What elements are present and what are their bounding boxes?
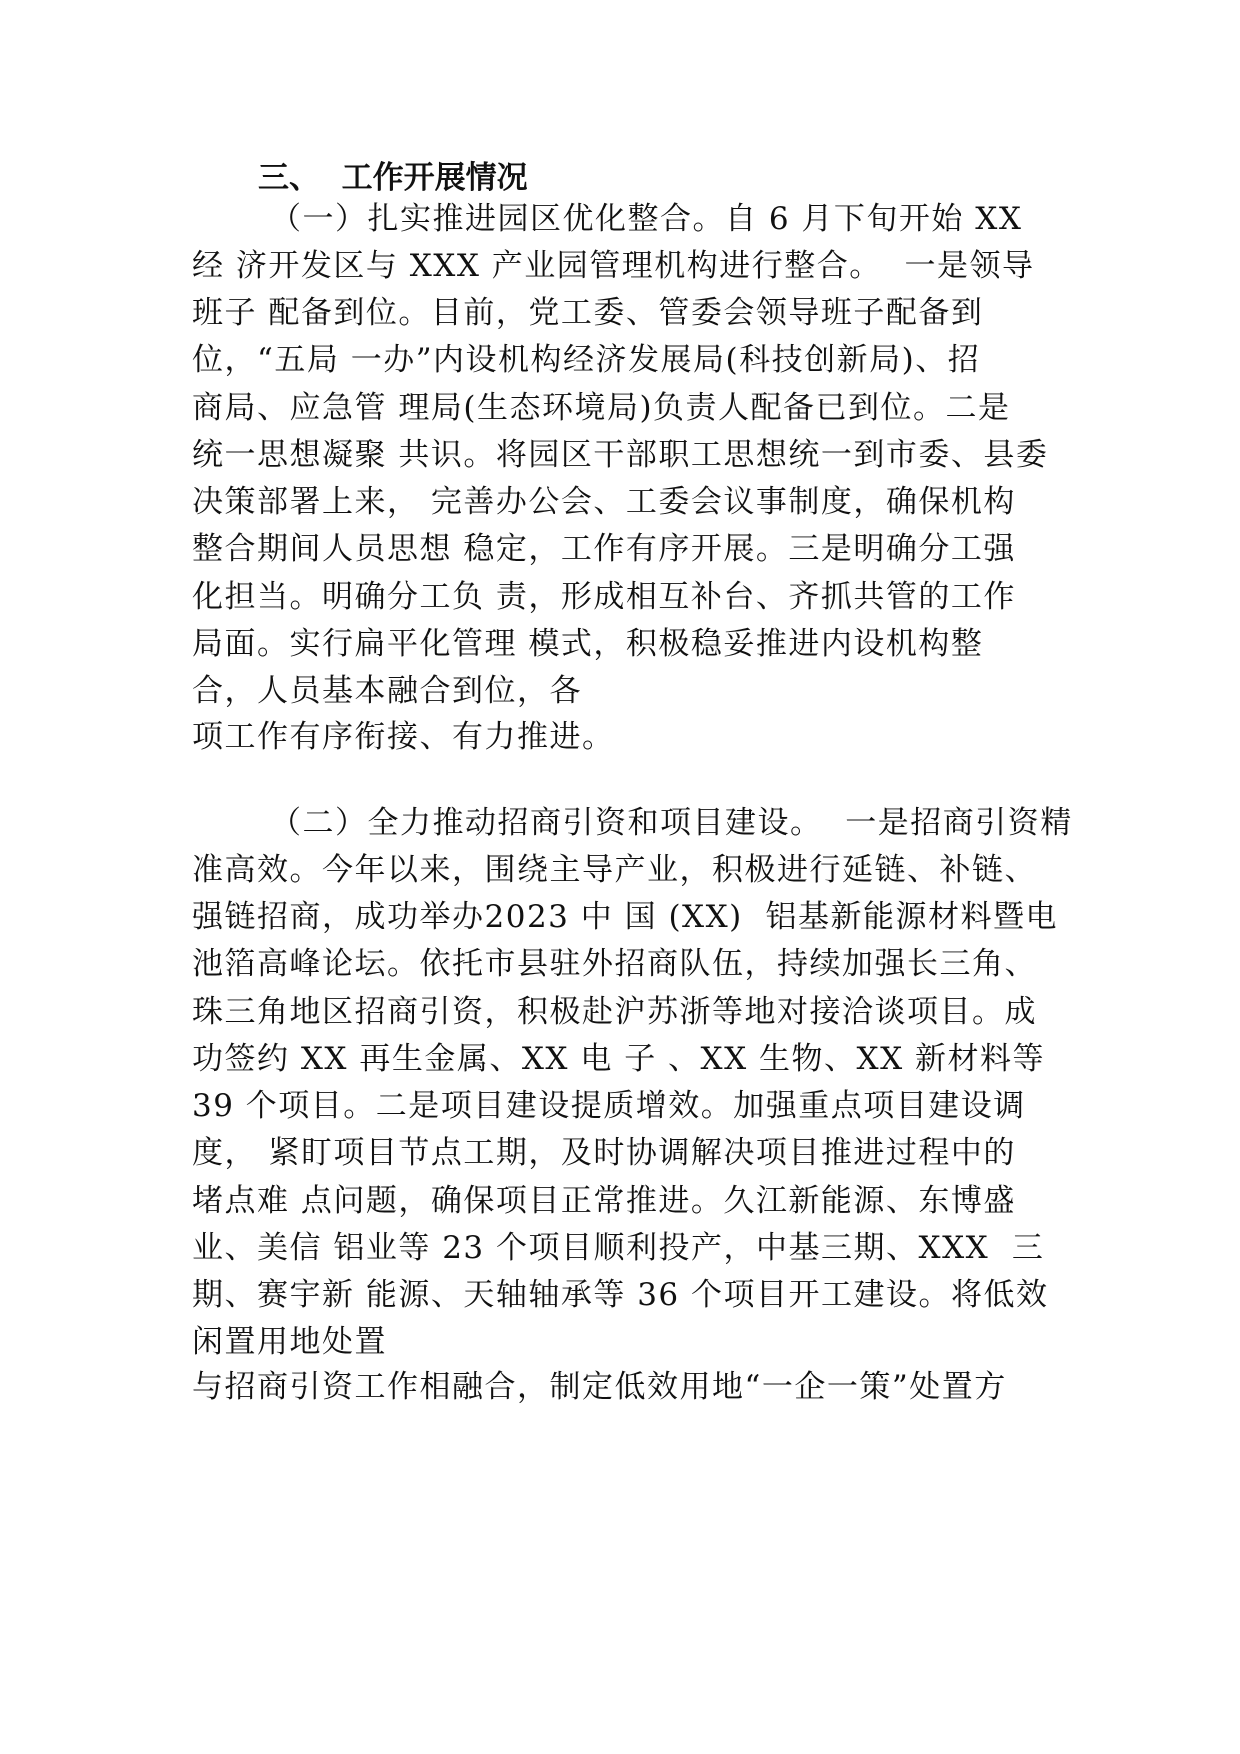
paragraph-1-line: （一）扎实推进园区优化整合。自 6 月下旬开始 XX — [270, 201, 1023, 237]
paragraph-1-line: 局面。实行扁平化管理 模式，积极稳妥推进内设机构整 — [192, 626, 984, 662]
paragraph-2-line: 度， 紧盯项目节点工期，及时协调解决项目推进过程中的 — [192, 1135, 1016, 1171]
paragraph-2-line: 与招商引资工作相融合，制定低效用地“一企一策”处置方 — [192, 1369, 1007, 1405]
paragraph-1-line: 统一思想凝聚 共识。将园区干部职工思想统一到市委、县委 — [192, 437, 1049, 473]
paragraph-1-line: 化担当。明确分工负 责，形成相互补台、齐抓共管的工作 — [192, 579, 1016, 615]
paragraph-2-line: （二）全力推动招商引资和项目建设。 一是招商引资精 — [270, 805, 1073, 841]
section-heading: 三、 工作开展情况 — [258, 160, 528, 196]
paragraph-1-line: 项工作有序衔接、有力推进。 — [192, 719, 615, 755]
paragraph-2-line: 堵点难 点问题，确保项目正常推进。久江新能源、东博盛 — [192, 1183, 1016, 1219]
paragraph-1-line: 班子 配备到位。目前，党工委、管委会领导班子配备到 — [192, 295, 984, 331]
paragraph-2-line: 业、美信 铝业等 23 个项目顺利投产，中基三期、XXX 三 — [192, 1230, 1045, 1266]
paragraph-2-line: 闲置用地处置 — [192, 1324, 387, 1360]
paragraph-1-line: 整合期间人员思想 稳定，工作有序开展。三是明确分工强 — [192, 531, 1016, 567]
paragraph-1-line: 合，人员基本融合到位，各 — [192, 673, 582, 709]
paragraph-1-line: 决策部署上来， 完善办公会、工委会议事制度，确保机构 — [192, 484, 1016, 520]
paragraph-2-line: 39 个项目。二是项目建设提质增效。加强重点项目建设调 — [192, 1088, 1026, 1124]
paragraph-2-line: 池箔高峰论坛。依托市县驻外招商队伍，持续加强长三角、 — [192, 946, 1037, 982]
paragraph-1-line: 商局、应急管 理局(生态环境局)负责人配备已到位。二是 — [192, 390, 1011, 426]
paragraph-2-line: 功签约 XX 再生金属、XX 电 子 、XX 生物、XX 新材料等 — [192, 1041, 1046, 1077]
paragraph-1-line: 位，“五局 一办”内设机构经济发展局(科技创新局)、招 — [192, 342, 981, 378]
paragraph-2-line: 期、赛宇新 能源、天轴轴承等 36 个项目开工建设。将低效 — [192, 1277, 1049, 1313]
paragraph-2-line: 珠三角地区招商引资，积极赴沪苏浙等地对接洽谈项目。成 — [192, 994, 1037, 1030]
paragraph-1-line: 经 济开发区与 XXX 产业园管理机构进行整合。 一是领导 — [192, 248, 1035, 284]
paragraph-2-line: 准高效。今年以来，围绕主导产业，积极进行延链、补链、 — [192, 852, 1037, 888]
paragraph-2-line: 强链招商，成功举办2023 中 国 (XX) 铝基新能源材料暨电 — [192, 899, 1058, 935]
